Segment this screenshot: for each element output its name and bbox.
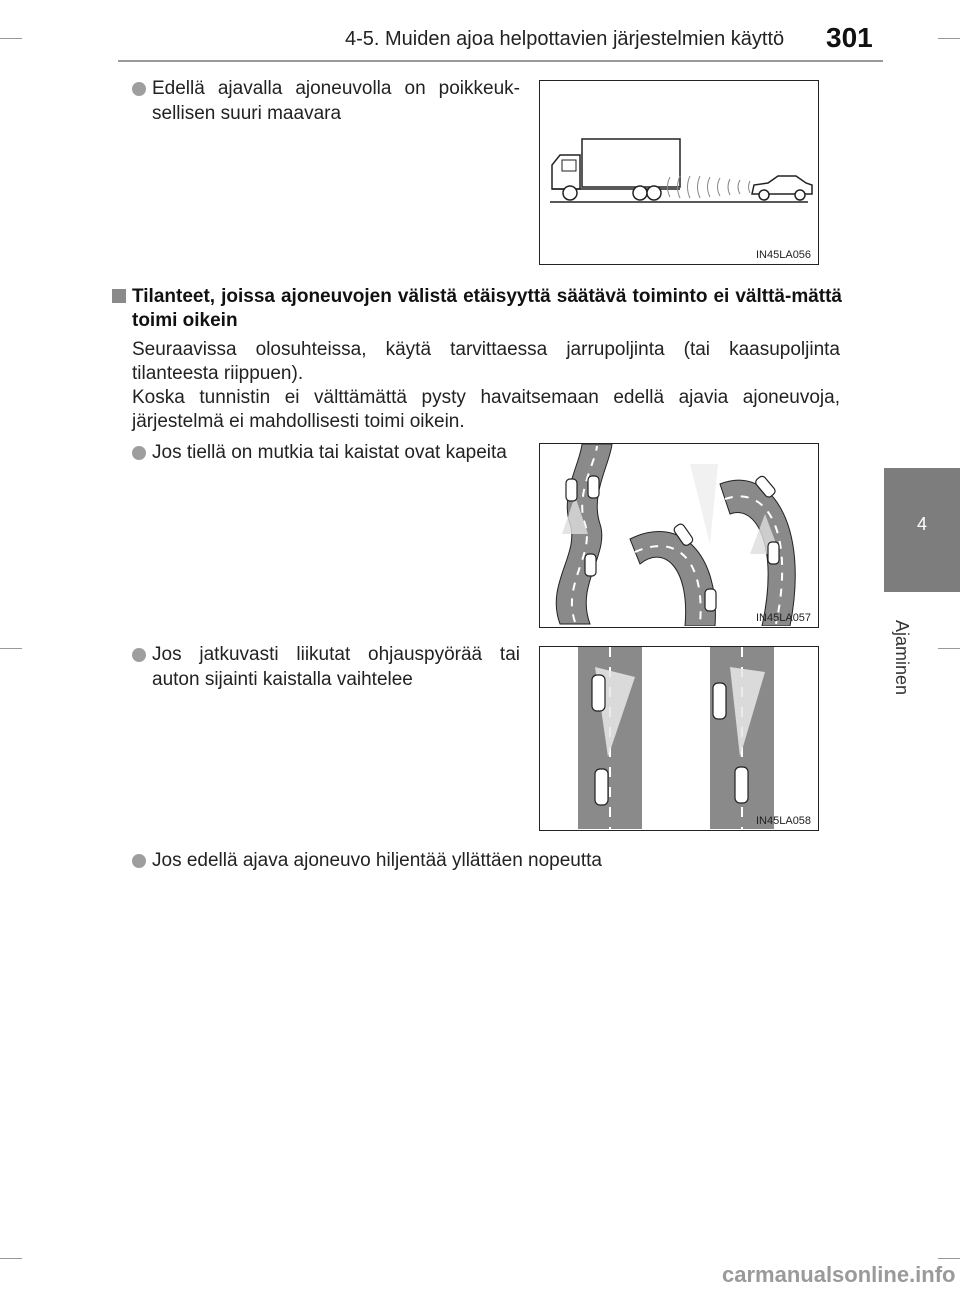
figure-code: IN45LA057	[756, 612, 812, 624]
bullet-item	[132, 440, 520, 465]
bullet-dot-icon	[132, 446, 146, 460]
header-title: 4-5. Muiden ajoa helpottavien järjestelmien käyttö	[345, 28, 785, 50]
figure-code: IN45LA056	[756, 249, 812, 261]
bullet-text: Jos jatkuvasti liikutat ohjauspyörää tai auton sijainti kaistalla vaihtelee	[152, 644, 520, 690]
section-paragraph: Seuraavissa olosuhteissa, käytä tarvittaessa jarrupoljinta (tai kaasupoljinta tilanteesta riippuen).	[132, 339, 840, 384]
bullet-text: Jos edellä ajava ajoneuvo hiljentää yllättäen nopeutta	[152, 850, 602, 871]
bullet-item	[132, 642, 520, 692]
bullet-text: Jos tiellä on mutkia tai kaistat ovat kapeita	[152, 442, 507, 463]
figure-high-clearance-truck	[539, 80, 819, 265]
section-heading-text: Tilanteet, joissa ajoneuvojen välistä etäisyyttä säätävä toiminto ei välttä-mättä toimi oikein	[132, 286, 842, 331]
section-heading	[112, 285, 842, 333]
crop-mark	[0, 38, 22, 39]
chapter-number: 4	[916, 514, 927, 534]
bullet-text: Edellä ajavalla ajoneuvolla on poikkeuk-sellisen suuri maavara	[152, 78, 520, 124]
figure-curved-roads	[539, 443, 819, 628]
crop-mark	[938, 1258, 960, 1259]
bullet-dot-icon	[132, 648, 146, 662]
crop-mark	[0, 648, 22, 649]
crop-mark	[0, 1258, 22, 1259]
figure-code: IN45LA058	[756, 815, 812, 827]
figure-lane-position	[539, 646, 819, 831]
bullet-item	[132, 76, 520, 126]
bullet-item	[132, 848, 832, 873]
bullet-dot-icon	[132, 82, 146, 96]
bullet-dot-icon	[132, 854, 146, 868]
page-number: 301	[826, 22, 873, 53]
watermark: carmanualsonline.info	[722, 1262, 956, 1287]
section-paragraph: Koska tunnistin ei välttämättä pysty havaitsemaan edellä ajavia ajoneuvoja, järjestelmä ei mahdollisesti toimi oikein.	[132, 387, 840, 432]
crop-mark	[938, 648, 960, 649]
section-square-icon	[112, 289, 126, 303]
chapter-label: Ajaminen	[892, 620, 912, 696]
crop-mark	[938, 38, 960, 39]
header-rule	[118, 60, 883, 62]
